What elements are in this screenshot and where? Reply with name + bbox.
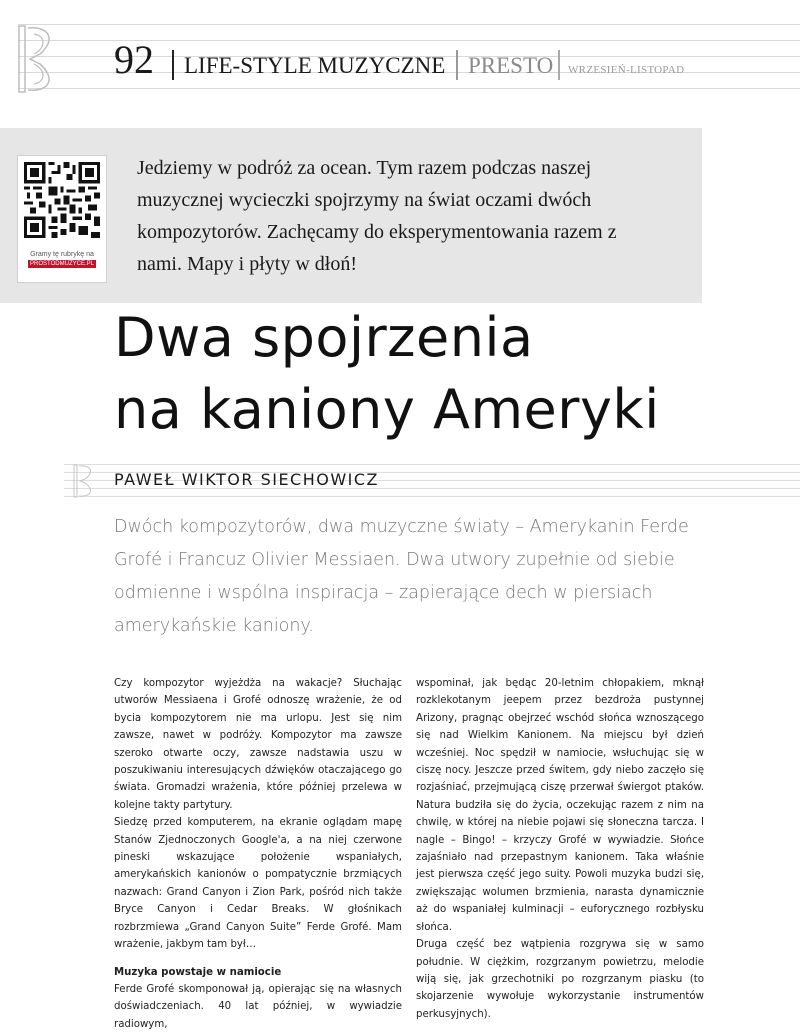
page-number: 92 <box>114 37 154 82</box>
article-title <box>114 302 754 446</box>
body-paragraph: Siedzę przed komputerem, na ekranie oglądam mapę Stanów Zjednoczonych Google'a, a na niej czerwone pineski wskazujące położenie wspaniałych, amerykańskich kanionów o pompatycznie brzmiących nazwach: Grand Canyon i Zion Park, pośród nich także Bryce Canyon i Cedar Breaks. W głośnikach rozbrzmiewa „Grand Canyon Suite” Ferde Grofé. Mam wrażenie, jakbym tam był… <box>114 817 402 951</box>
website-link[interactable]: PROSTODMUZYCE.PL <box>30 261 94 267</box>
body-column-right <box>416 675 704 1023</box>
body-paragraph: Czy kompozytor wyjeżdża na wakacje? Słuchając utworów Messiaena i Grofé odnoszę wrażenie, że od bycia kompozytorem nie ma urlopu. Jest się nim zawsze, nawet w podróży. Kompozytor ma zawsze szeroko otwarte oczy, zawsze nadstawia uszu w poszukiwaniu interesujących dźwięków otaczającego go świata. Gromadzi wrażenia, które później przelewa w kolejne takty partytury. <box>114 678 402 811</box>
author-name: PAWEŁ WIKTOR SIECHOWICZ <box>114 470 380 489</box>
qr-caption-text: Gramy tę rubrykę na <box>30 251 94 258</box>
body-paragraph: wspominał, jak będąc 20-letnim chłopakiem, mknął rozklekotanym jeepem przez bezdroża pustynnej Arizony, pragnąc obejrzeć wschód słońca wznoszącego się nad Wielkim Kanionem. Na miejscu był dzień wcześniej. Noc spędził w namiocie, wsłuchując się w ciszę nocy. Jeszcze przed świtem, gdy niebo zaczęło się rozjaśniać, przejmującą ciszę przerwał świergot ptaków. Natura budziła się do życia, oczekując razem z nim na chwilę, w której na niebie pojawi się słoneczna tarcza. I nagle – Bingo! – krzyczy Grofé w wywiadzie. Słońce zajaśniało nad przepastnym kanionem. Taka właśnie jest pierwsza część jego suity. Powoli muzyka budzi się, zwiększając wolumen brzmienia, narasta dynamicznie aż do wspaniałej kulminacji – euforycznego rozbłysku słońca. <box>416 678 704 933</box>
c-clef-icon <box>72 464 96 498</box>
qr-card[interactable] <box>18 156 106 282</box>
body-paragraph: Ferde Grofé skomponował ją, opierając się na własnych doświadczeniach. 40 lat później, w wywiadzie radiowym, <box>114 983 402 1030</box>
header-divider <box>456 50 458 80</box>
c-clef-icon <box>16 24 60 94</box>
intro-text: Jedziemy w podróż za ocean. Tym razem podczas naszej muzycznej wycieczki spojrzymy na świat oczami dwóch kompozytorów. Zachęcamy do eksperymentowania razem z nami. Mapy i płyty w dłoń! <box>137 157 617 275</box>
qr-caption <box>18 250 106 268</box>
article-title-line: na kaniony Ameryki <box>114 378 660 441</box>
article-lead: Dwóch kompozytorów, dwa muzyczne światy – Amerykanin Ferde Grofé i Francuz Olivier Messiaen. Dwa utwory zupełnie od siebie odmienne i wspólna inspiracja – zapierające dech w piersiach amerykańskie kaniony. <box>114 517 689 636</box>
magazine-name: PRESTO <box>468 53 554 78</box>
body-column-left <box>114 675 402 1033</box>
issue-date: WRZESIEŃ-LISTOPAD <box>568 64 685 76</box>
qr-code-icon[interactable] <box>24 162 100 238</box>
article-title-line: Dwa spojrzenia <box>114 306 534 369</box>
header-divider <box>172 50 174 80</box>
header-divider <box>558 50 560 80</box>
body-paragraph: Druga część bez wątpienia rozgrywa się w samo południe. W ciężkim, rozgrzanym powietrzu, melodie wiją się, jak grzechotniki po rozgrzanym piasku (to skojarzenie wywołuje wykorzystanie instrumentów perkusyjnych). <box>416 939 704 1020</box>
section-title: LIFE-STYLE MUZYCZNE <box>184 53 446 78</box>
subheading: Muzyka powstaje w namiocie <box>114 966 282 978</box>
